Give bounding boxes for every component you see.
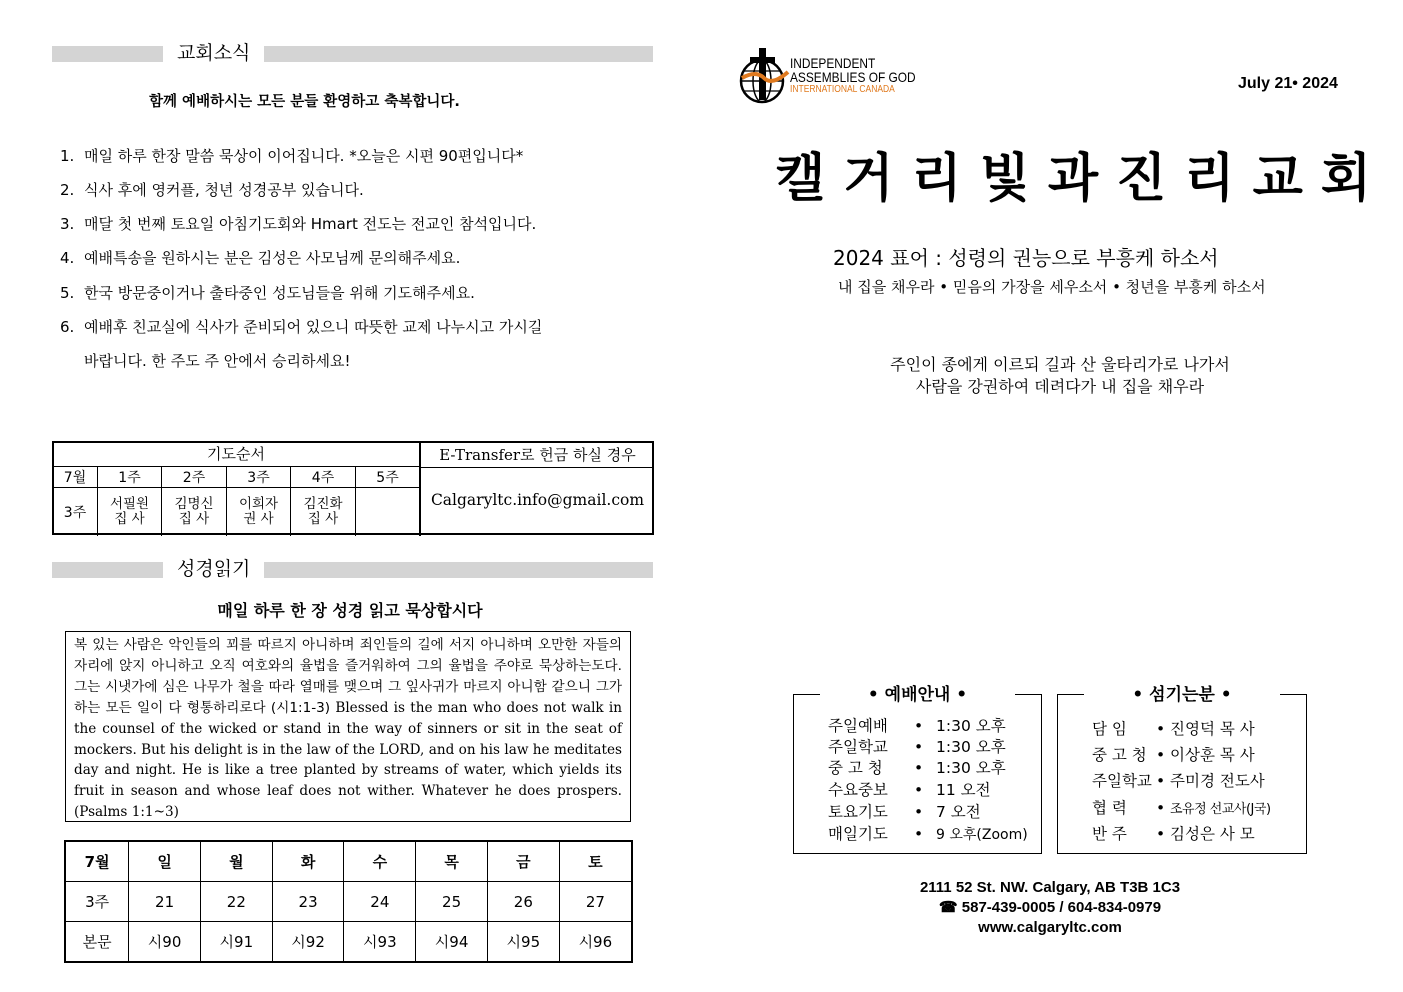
prayer-person: 이희자 권 사 bbox=[227, 487, 291, 536]
table-cell: 목 bbox=[416, 841, 488, 882]
service-row: 주일학교 • 1:30 오후 bbox=[828, 738, 1006, 756]
welcome-message: 함께 예배하시는 모든 분들 환영하고 축복합니다. bbox=[149, 94, 460, 110]
news-item: 1. 매일 하루 한장 말씀 묵상이 이어집니다. *오늘은 시편 90편입니다* bbox=[60, 147, 524, 165]
table-cell: 22 bbox=[200, 882, 272, 922]
prayer-week: 1주 bbox=[98, 466, 162, 487]
header-bar bbox=[52, 46, 653, 62]
theme-verse: 주인이 종에게 이르되 길과 산 울타리가로 나가서 사람을 강권하여 데려다가 내 집을 채우라 bbox=[890, 355, 1230, 396]
annual-motto: 2024 표어 : 성령의 권능으로 부흥케 하소서 bbox=[833, 246, 1219, 270]
table-cell: 26 bbox=[487, 882, 559, 922]
reading-section-header bbox=[52, 558, 653, 580]
scripture-english: Blessed is the man who does not walk in the counsel of the wicked or stand in the way of sinners or sit in the seat of mockers. But his delight is in the law of the LORD, and on his law he meditates day and night. He is like a tree planted by streams of water, which yields its fruit in season and whose leaf does not wither. Whatever he does prospers.(Psalms 1:1~3) bbox=[74, 699, 623, 821]
prayer-row-label: 3주 bbox=[53, 487, 98, 536]
weekly-reading-table bbox=[64, 840, 633, 963]
table-cell: 27 bbox=[559, 882, 632, 922]
staff-row: 담 임 • 진영덕 목 사 bbox=[1092, 720, 1255, 738]
prayer-month: 7월 bbox=[53, 466, 98, 487]
service-row: 수요중보 • 11 오전 bbox=[828, 781, 991, 799]
table-cell: 시93 bbox=[344, 922, 416, 963]
prayer-week: 3주 bbox=[227, 466, 291, 487]
table-cell: 금 bbox=[487, 841, 559, 882]
scripture-box bbox=[65, 631, 631, 822]
table-cell: 토 bbox=[559, 841, 632, 882]
service-row: 주일예배 • 1:30 오후 bbox=[828, 717, 1006, 735]
table-cell: 시96 bbox=[559, 922, 632, 963]
prayer-order-table bbox=[53, 442, 420, 536]
prayer-week: 2주 bbox=[162, 466, 227, 487]
staff-row: 협 력 • 조유정 선교사(J국) bbox=[1092, 799, 1271, 817]
prayer-person: 서필원 집 사 bbox=[98, 487, 162, 536]
table-cell: 7월 bbox=[65, 841, 129, 882]
table-cell: 24 bbox=[344, 882, 416, 922]
table-cell: 시90 bbox=[129, 922, 201, 963]
reading-heading: 성경읽기 bbox=[163, 554, 264, 581]
reading-subheading: 매일 하루 한 장 성경 읽고 묵상합시다 bbox=[217, 601, 483, 620]
header-bar bbox=[52, 562, 653, 578]
news-heading: 교회소식 bbox=[163, 38, 264, 65]
church-phone: ☎ 587-439-0005 / 604-834-0979 bbox=[938, 899, 1162, 916]
service-row: 중 고 청 • 1:30 오후 bbox=[828, 759, 1006, 777]
motto-subtitle: 내 집을 채우라 • 믿음의 가장을 세우소서 • 청년을 부흥케 하소서 bbox=[838, 278, 1266, 296]
table-cell: 3주 bbox=[65, 882, 129, 922]
staff-box bbox=[1057, 685, 1307, 854]
table-cell: 21 bbox=[129, 882, 201, 922]
worship-schedule-heading: • 예배안내 • bbox=[867, 685, 968, 705]
news-item: 바랍니다. 한 주도 주 안에서 승리하세요! bbox=[84, 352, 351, 370]
prayer-week: 4주 bbox=[291, 466, 356, 487]
table-cell: 월 bbox=[200, 841, 272, 882]
table-cell: 화 bbox=[272, 841, 344, 882]
table-row bbox=[65, 841, 632, 882]
church-name: 캘거리빛과진리교회 bbox=[775, 149, 1390, 209]
church-address: 2111 52 St. NW. Calgary, AB T3B 1C3 bbox=[919, 879, 1181, 896]
table-row bbox=[65, 882, 632, 922]
news-item: 5. 한국 방문중이거나 출타중인 성도님들을 위해 기도해주세요. bbox=[60, 284, 475, 302]
staff-heading: • 섬기는분 • bbox=[1132, 685, 1232, 705]
news-item: 6. 예배후 친교실에 식사가 준비되어 있으니 따뜻한 교제 나누시고 가시길 bbox=[60, 318, 543, 336]
scripture-korean: 복 있는 사람은 악인들의 꾀를 따르지 아니하며 죄인들의 길에 서지 아니하며 오만한 자들의 자리에 앉지 아니하고 오직 여호와의 율법을 즐거워하여 그의 율법을 주야로 묵상하는도다. 그는 시냇가에 심은 나무가 철을 따라 열매를 맺으며 그 잎사귀가 마르지 아니함 같으니 그가 하는 모든 일이 다 형통하리로다 (시1:1-3) bbox=[74, 637, 622, 716]
table-cell: 시94 bbox=[416, 922, 488, 963]
news-item: 2. 식사 후에 영커플, 청년 성경공부 있습니다. bbox=[60, 181, 364, 199]
worship-schedule-box bbox=[793, 685, 1042, 854]
table-cell: 본문 bbox=[65, 922, 129, 963]
news-section-header bbox=[52, 42, 653, 64]
prayer-person: 김진화 집 사 bbox=[291, 487, 356, 536]
etransfer-heading: E-Transfer로 헌금 하실 경우 bbox=[421, 443, 654, 468]
service-row: 토요기도 • 7 오전 bbox=[828, 803, 981, 821]
logo-text: INDEPENDENT ASSEMBLIES OF GOD INTERNATIONAL CANADA bbox=[790, 55, 916, 95]
bulletin-date: July 21• 2024 bbox=[1238, 75, 1338, 92]
prayer-week: 5주 bbox=[356, 466, 420, 487]
staff-row: 중 고 청 • 이상훈 목 사 bbox=[1092, 746, 1255, 764]
table-row bbox=[65, 922, 632, 963]
church-website[interactable]: www.calgaryltc.com bbox=[978, 919, 1122, 936]
service-row: 매일기도 • 9 오후(Zoom) bbox=[828, 825, 1028, 843]
table-cell: 25 bbox=[416, 882, 488, 922]
globe-cross-icon bbox=[738, 48, 792, 108]
staff-row: 주일학교 • 주미경 전도사 bbox=[1092, 772, 1265, 790]
table-cell: 수 bbox=[344, 841, 416, 882]
table-cell: 시95 bbox=[487, 922, 559, 963]
aog-logo bbox=[738, 48, 928, 108]
prayer-table-box bbox=[52, 441, 654, 535]
table-cell: 일 bbox=[129, 841, 201, 882]
table-cell: 23 bbox=[272, 882, 344, 922]
news-item: 3. 매달 첫 번째 토요일 아침기도회와 Hmart 전도는 전교인 참석입니다. bbox=[60, 215, 537, 233]
news-item: 4. 예배특송을 원하시는 분은 김성은 사모님께 문의해주세요. bbox=[60, 249, 461, 267]
staff-row: 반 주 • 김성은 사 모 bbox=[1092, 825, 1255, 843]
table-cell: 시91 bbox=[200, 922, 272, 963]
prayer-person: 김명신 집 사 bbox=[162, 487, 227, 536]
prayer-person bbox=[356, 487, 420, 536]
table-cell: 시92 bbox=[272, 922, 344, 963]
prayer-heading: 기도순서 bbox=[53, 442, 420, 466]
etransfer-email: Calgaryltc.info@gmail.com bbox=[430, 491, 645, 509]
